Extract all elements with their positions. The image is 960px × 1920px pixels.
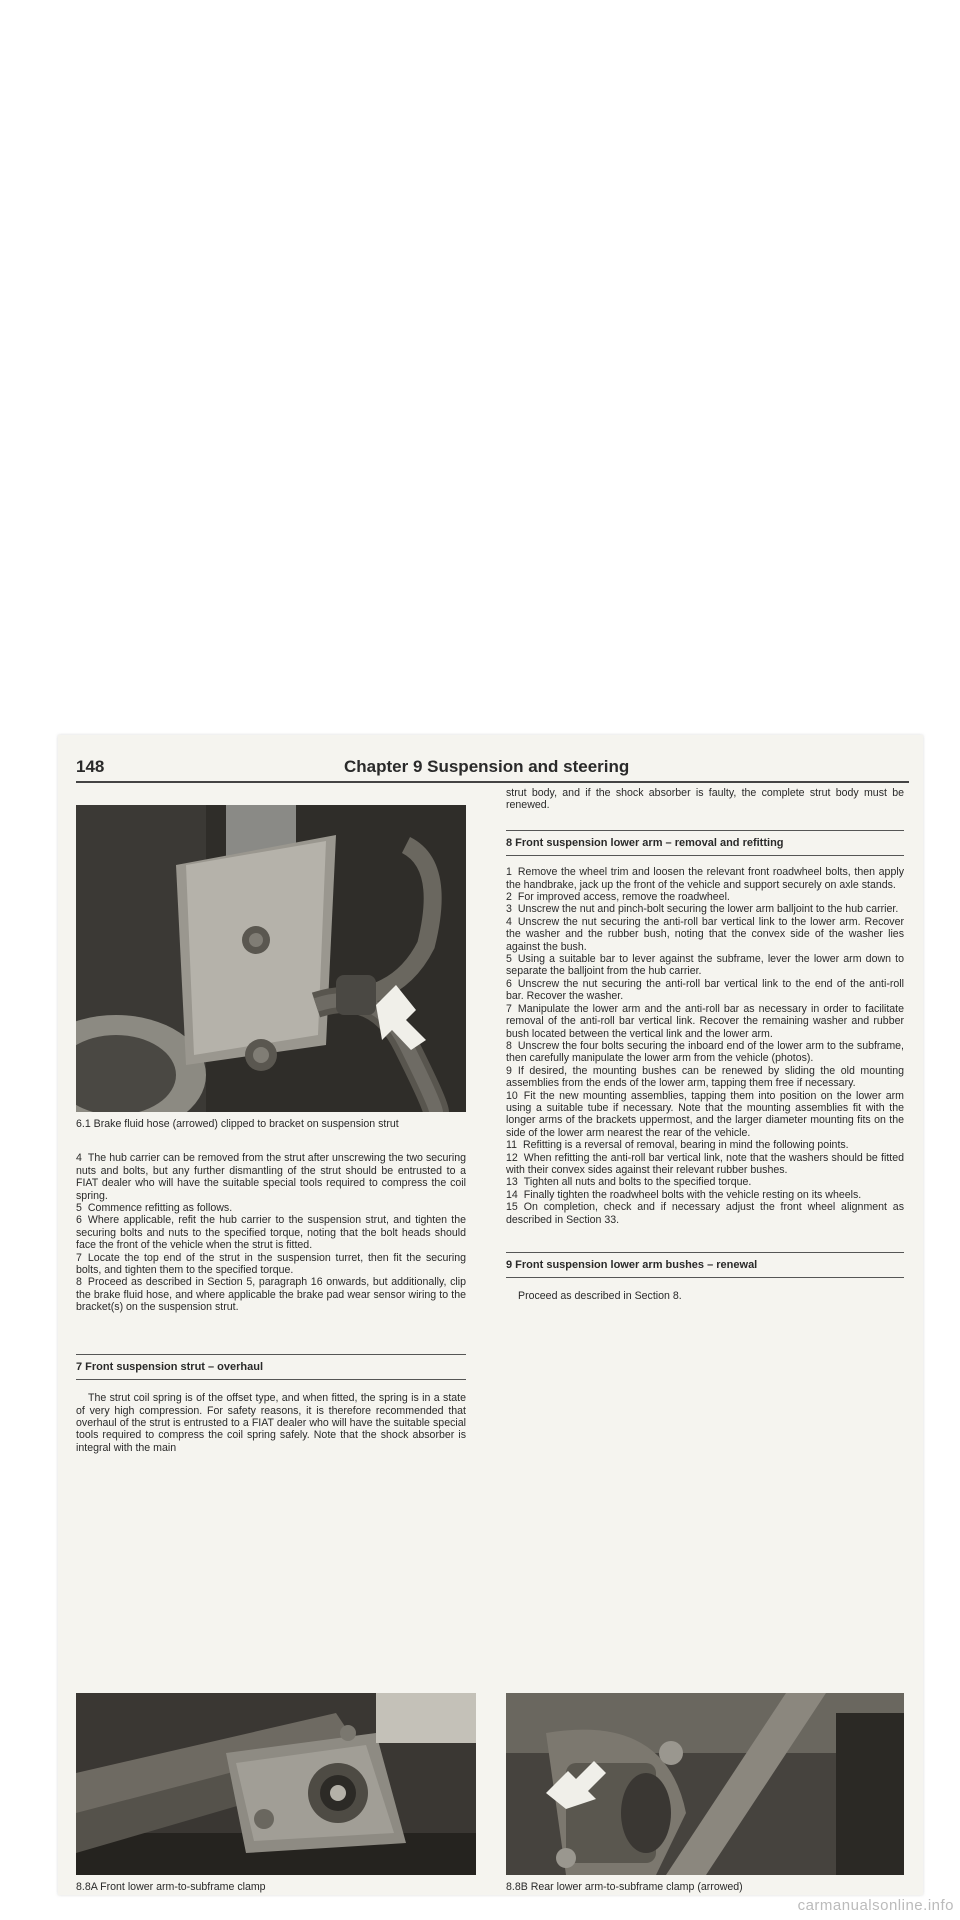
section-7-heading: 7 Front suspension strut – overhaul [76, 1354, 466, 1380]
paragraph-text: Remove the wheel trim and loosen the relevant front roadwheel bolts, then apply the handbrake, jack up the front of the vehicle and support securely on axle stands. [506, 866, 904, 891]
rear-clamp-illustration [506, 1693, 904, 1875]
front-clamp-illustration [76, 1693, 476, 1875]
paragraph-number: 9 [506, 1064, 512, 1077]
right-column [506, 787, 904, 1303]
s8-paragraph-15 [506, 1201, 904, 1226]
s8-paragraph-4 [506, 916, 904, 953]
s8-paragraph-3 [506, 903, 904, 915]
photo-8-8b-image [506, 1693, 904, 1875]
s8-paragraph-7 [506, 1003, 904, 1040]
strut-photo-illustration [76, 805, 466, 1112]
paragraph-number: 4 [506, 915, 512, 928]
chapter-title: Chapter 9 Suspension and steering [344, 757, 630, 776]
paragraph-number: 6 [76, 1214, 82, 1227]
paragraph-text: If desired, the mounting bushes can be renewed by sliding the old mounting assemblies from the ends of the lower arm, tapping them free if necessary. [506, 1064, 904, 1090]
paragraph-text: Using a suitable bar to lever against the subframe, lever the lower arm down to separate the balljoint from the hub carrier. [506, 953, 904, 978]
left-column [76, 805, 466, 1454]
paragraph-number: 5 [506, 953, 512, 966]
photo-8-8a-image [76, 1693, 476, 1875]
paragraph-text: Unscrew the four bolts securing the inboard end of the lower arm to the subframe, then carefully manipulate the lower arm from the vehicle (photos). [506, 1039, 904, 1065]
s8-paragraph-13 [506, 1176, 904, 1188]
paragraph-number: 13 [506, 1176, 518, 1189]
paragraph-text: Where applicable, refit the hub carrier to the suspension strut, and tighten the securing bolts and nuts to the specified torque, noting that the bolt heads should face the front of the vehicle when the strut is fitted. [76, 1214, 466, 1252]
s8-paragraph-10 [506, 1090, 904, 1140]
paragraph-number: 11 [506, 1139, 517, 1152]
paragraph-number: 5 [76, 1202, 82, 1215]
s8-paragraph-8 [506, 1040, 904, 1065]
paragraph-text: The hub carrier can be removed from the strut after unscrewing the two securing nuts and bolts, but any further dismantling of the strut should be entrusted to a FIAT dealer who will have the suitable special tools required to compress the coil spring. [76, 1152, 466, 1202]
photo-8-8b [506, 1693, 904, 1893]
s8-paragraph-9 [506, 1065, 904, 1090]
paragraph-text: Unscrew the nut securing the anti-roll bar vertical link to the lower arm. Recover the washer and the rubber bush, noting that the convex side of the washer lies against the bush. [506, 915, 904, 953]
paragraph-number: 8 [76, 1276, 82, 1289]
photo-8-8a [76, 1693, 476, 1893]
page-header [76, 757, 909, 783]
paragraph-text: Fit the new mounting assemblies, tapping them into position on the lower arm using a suitable tube if necessary. Note that the mounting assemblies fit with the longer arms of the brackets uppermost, and the larger diameter mounting fits on the side of the lower arm nearest the rear of the vehicle. [506, 1089, 904, 1139]
paragraph-number: 7 [506, 1002, 512, 1015]
s8-paragraph-14 [506, 1189, 904, 1201]
s8-paragraph-6 [506, 978, 904, 1003]
s8-paragraph-2 [506, 891, 904, 903]
s8-paragraph-11 [506, 1139, 904, 1151]
paragraph-5 [76, 1202, 466, 1214]
section-7-text: The strut coil spring is of the offset type, and when fitted, the spring is in a state of very high compression. For safety reasons, it is therefore recommended that overhaul of the strut is entrusted to a FIAT dealer who will have the suitable special tools required to compress the coil spring safely. Note that the shock absorber is integral with the main [76, 1392, 466, 1454]
paragraph-number: 8 [506, 1039, 512, 1052]
paragraph-text: Unscrew the nut and pinch-bolt securing the lower arm balljoint to the hub carrier. [517, 903, 899, 916]
paragraph-text: Tighten all nuts and bolts to the specified torque. [523, 1176, 752, 1189]
paragraph-text: Refitting is a reversal of removal, bearing in mind the following points. [523, 1139, 849, 1152]
paragraph-text: When refitting the anti-roll bar vertical link, note that the washers should be fitted with their convex sides against their relevant rubber bushes. [506, 1151, 904, 1176]
photo-8-8a-caption: 8.8A Front lower arm-to-subframe clamp [76, 1881, 266, 1893]
paragraph-4 [76, 1152, 466, 1202]
s8-paragraph-12 [506, 1152, 904, 1177]
paragraph-text: Unscrew the nut securing the anti-roll bar vertical link to the end of the anti-roll bar. Recover the washer. [506, 977, 904, 1003]
paragraph-text: On completion, check and if necessary adjust the front wheel alignment as described in Section 33. [506, 1201, 904, 1226]
photo-8-8b-caption: 8.8B Rear lower arm-to-subframe clamp (arrowed) [506, 1881, 743, 1893]
paragraph-number: 3 [506, 903, 512, 916]
s8-paragraph-5 [506, 953, 904, 978]
paragraph-8 [76, 1276, 466, 1313]
section-8-paragraph-list [506, 866, 904, 1226]
paragraph-number: 2 [506, 891, 512, 904]
paragraph-number: 14 [506, 1188, 518, 1201]
paragraph-text: Locate the top end of the strut in the suspension turret, then fit the securing bolts, and tighten them to the specified torque. [76, 1251, 466, 1277]
page-number: 148 [76, 757, 105, 776]
paragraph-text: Manipulate the lower arm and the anti-roll bar as necessary in order to facilitate removal of the anti-roll bar vertical link. Recover the remaining washer and rubber bush located between the vertical link and the lower arm. [506, 1002, 904, 1040]
paragraph-number: 1 [506, 866, 512, 879]
paragraph-6 [76, 1214, 466, 1251]
section-9-text: Proceed as described in Section 8. [518, 1290, 682, 1303]
paragraph-text: Commence refitting as follows. [87, 1202, 233, 1215]
paragraph-text: For improved access, remove the roadwheel. [517, 891, 730, 904]
right-intro-text: strut body, and if the shock absorber is faulty, the complete strut body must be renewed. [506, 787, 904, 812]
paragraph-number: 7 [76, 1251, 82, 1264]
manual-page [58, 735, 923, 1895]
photo-6-1 [76, 805, 466, 1112]
paragraph-7 [76, 1252, 466, 1277]
section-8-heading: 8 Front suspension lower arm – removal and refitting [506, 830, 904, 856]
watermark-text: carmanualsonline.info [797, 1897, 954, 1914]
paragraph-number: 4 [76, 1152, 82, 1165]
paragraph-number: 6 [506, 977, 512, 990]
paragraph-number: 12 [506, 1151, 518, 1164]
paragraph-number: 10 [506, 1089, 518, 1102]
paragraph-text: Proceed as described in Section 5, paragraph 16 onwards, but additionally, clip the brake fluid hose, and where applicable the brake pad wear sensor wiring to the bracket(s) on the suspension strut. [76, 1276, 466, 1314]
photo-6-1-caption: 6.1 Brake fluid hose (arrowed) clipped to bracket on suspension strut [76, 1118, 399, 1130]
paragraph-text: Finally tighten the roadwheel bolts with the vehicle resting on its wheels. [523, 1188, 862, 1201]
s8-paragraph-1 [506, 866, 904, 891]
section-9-heading: 9 Front suspension lower arm bushes – renewal [506, 1252, 904, 1278]
paragraph-number: 15 [506, 1201, 518, 1214]
left-paragraph-list [76, 1152, 466, 1313]
